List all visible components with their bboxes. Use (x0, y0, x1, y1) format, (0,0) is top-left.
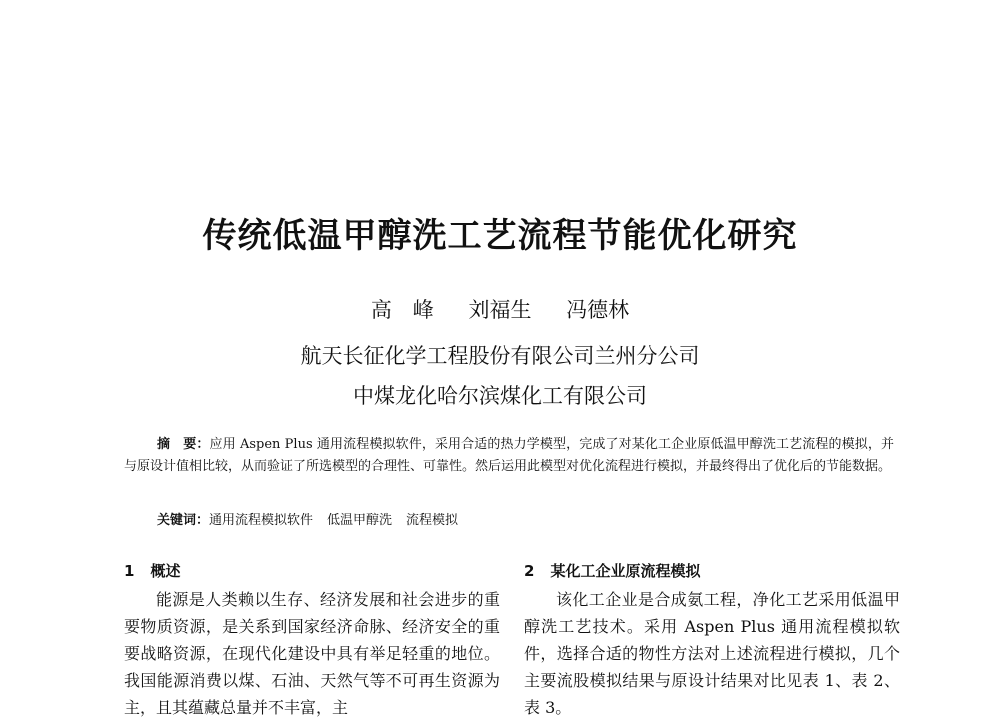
author-name: 冯德林 (566, 298, 630, 322)
keywords (157, 510, 897, 532)
author-list (0, 294, 1000, 324)
section-title: 概述 (150, 562, 181, 580)
keyword: 通用流程模拟软件 (209, 513, 314, 528)
abstract (124, 434, 894, 478)
keyword: 流程模拟 (406, 513, 459, 528)
affiliation: 中煤龙化哈尔滨煤化工有限公司 (353, 384, 647, 408)
abstract-text: 应用 Aspen Plus 通用流程模拟软件，采用合适的热力学模型，完成了对某化工企业原低温甲醇洗工艺流程的模拟，并与原设计值相比较，从而验证了所选模型的合理性、可靠性。然后运用此模型对优化流程进行模拟，并最终得出了优化后的节能数据。 (124, 437, 894, 474)
section-body: 能源是人类赖以生存、经济发展和社会进步的重要物质资源，是关系到国家经济命脉、经济安全的重要战略资源，在现代化建设中具有举足轻重的地位。我国能源消费以煤、石油、天然气等不可再生资源为主，且其蕴藏总量并不丰富，主 (124, 590, 500, 717)
section-heading (124, 560, 500, 582)
section-original-process (524, 560, 900, 721)
author-name: 高 峰 (370, 298, 434, 322)
section-overview (124, 560, 500, 721)
abstract-label: 摘 要： (157, 437, 210, 452)
section-title: 某化工企业原流程模拟 (550, 562, 701, 580)
section-heading (524, 560, 900, 582)
affiliation: 航天长征化学工程股份有限公司兰州分公司 (300, 344, 700, 368)
section-number: 2 (524, 562, 535, 580)
keywords-label: 关键词： (157, 513, 210, 528)
section-number: 1 (124, 562, 135, 580)
paper-title: 传统低温甲醇洗工艺流程节能优化研究 (202, 216, 798, 256)
author-name: 刘福生 (468, 298, 532, 322)
section-body: 该化工企业是合成氨工程，净化工艺采用低温甲醇洗工艺技术。采用 Aspen Plus 通用流程模拟软件，选择合适的物性方法对上述流程进行模拟，几个主要流股模拟结果与原设计结果对比见表 1、表 2、表 3。 (524, 590, 900, 717)
keyword: 低温甲醇洗 (327, 513, 393, 528)
